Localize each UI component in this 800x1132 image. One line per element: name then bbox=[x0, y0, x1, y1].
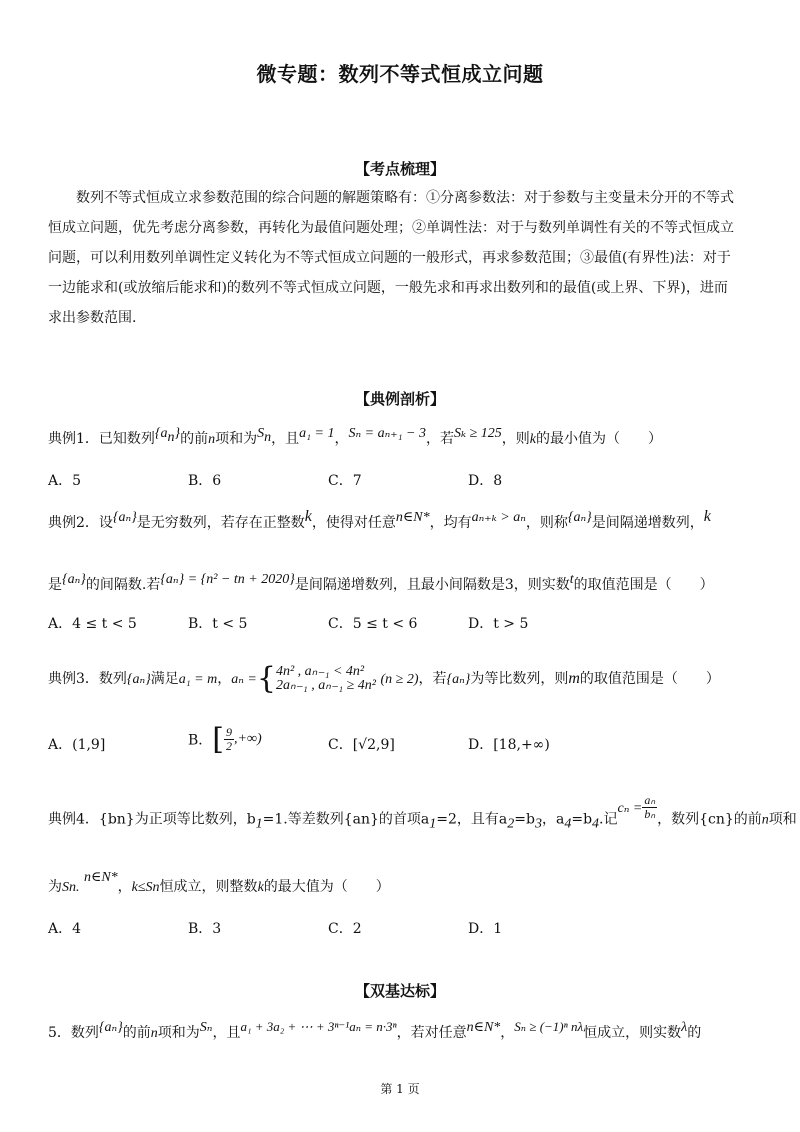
example-2-option-c: C．5 ≤ t < 6 bbox=[328, 616, 418, 632]
key-points-line-4: 一边能求和(或放缩后能求和)的数列不等式恒成立问题，一般先求和再求出数列和的最值(或上界、下界)，进而 bbox=[48, 280, 728, 296]
key-points-line-2: 恒成立问题，优先考虑分离参数，再转化为最值问题处理；②单调性法：对于与数列单调性有关的不等式恒成立 bbox=[48, 220, 734, 236]
example-2-option-a: A．4 ≤ t < 5 bbox=[48, 616, 137, 632]
example-1-option-b: B．6 bbox=[188, 473, 222, 489]
key-points-paragraph bbox=[48, 183, 752, 333]
example-2-option-d: D．t > 5 bbox=[468, 616, 529, 632]
example-1-option-a: A．5 bbox=[48, 473, 82, 489]
question-5: 5．数列{aₙ}的前n项和为Sₙ，且a₁ + 3a₂ + ⋯ + 3ⁿ⁻¹aₙ = n·3ⁿ，若对任意n∈N*，Sₙ ≥ (−1)ⁿ nλ恒成立，则实数λ的 bbox=[48, 1019, 702, 1041]
example-3-option-c: C．[√2,9] bbox=[328, 737, 395, 753]
section-heading-examples: 【典例剖析】 bbox=[354, 390, 445, 408]
example-1-question: 典例1．已知数列$\{a_n\}$的前n项和为$S_n$，且a₁ = 1，Sₙ = aₙ₊₁ − 3，若Sₖ ≥ 125，则k的最小值为（ ） bbox=[48, 426, 662, 447]
piecewise-cases: 4n² , aₙ₋₁ < 4n² 2aₙ₋₁ , aₙ₋₁ ≥ 4n² bbox=[275, 664, 377, 693]
example-4-option-d: D．1 bbox=[468, 921, 503, 937]
example-3-option-d: D．[18,+∞) bbox=[468, 737, 550, 753]
example-4-option-c: C．2 bbox=[328, 921, 362, 937]
key-points-line-3: 问题，可以利用数列单调性定义转化为不等式恒成立问题的一般形式，再求参数范围；③最值(有界性)法：对于 bbox=[48, 250, 731, 266]
example-2-option-b: B．t < 5 bbox=[188, 616, 248, 632]
example-4-option-a: A．4 bbox=[48, 921, 82, 937]
example-4-question-line-2: 为Sn. n∈N*，k≤Sn恒成立，则整数k的最大值为（ ） bbox=[48, 870, 390, 895]
key-points-line-1: 数列不等式恒成立求参数范围的综合问题的解题策略有：①分离参数法：对于参数与主变量未分开的不等式 bbox=[76, 190, 734, 206]
example-2-question-line-2: 是{aₙ}的间隔数.若{aₙ} = {n² − tn + 2020}是间隔递增数列，且最小间隔数是3，则实数t的取值范围是（ ） bbox=[48, 572, 714, 593]
example-1-option-c: C．7 bbox=[328, 473, 362, 489]
example-1-option-d: D．8 bbox=[468, 473, 503, 489]
example-4-question-line-1: 典例4．{bn}为正项等比数列，$b_1=1$.等差数列{an}的首项$a_1=2$，且有$a_2=b_3$，$a_4=b_4$.记cₙ = $\frac{\text{aₙ}}{\text{bₙ}}$ ，数列{cn}的前n项和 bbox=[48, 793, 797, 832]
page-footer: 第 1 页 bbox=[380, 1082, 420, 1096]
example-3-option-b: B．[ $\frac{9}{2}$ ,+∞) bbox=[188, 722, 262, 757]
fraction-nine-halves: $\frac{9}{2}$ bbox=[226, 725, 233, 753]
section-heading-key-points: 【考点梳理】 bbox=[354, 160, 445, 178]
example-3-option-a: A．(1,9] bbox=[48, 737, 106, 753]
page-title: 微专题：数列不等式恒成立问题 bbox=[256, 62, 544, 86]
example-4-option-b: B．3 bbox=[188, 921, 222, 937]
piecewise-brace: { bbox=[256, 661, 276, 696]
example-3-question: 典例3．数列{aₙ}满足a₁ = m，aₙ ={4n² , aₙ₋₁ < 4n² 2aₙ₋₁ , aₙ₋₁ ≥ 4n² (n ≥ 2)，若{aₙ}为等比数列，则m的取值范围是（ ） bbox=[48, 661, 720, 696]
section-heading-basic-practice: 【双基达标】 bbox=[354, 982, 445, 1000]
key-points-line-5: 求出参数范围. bbox=[48, 310, 137, 326]
fraction-cn: $\frac{\text{aₙ}}{\text{bₙ}}$ bbox=[644, 793, 656, 821]
example-2-question-line-1: 典例2．设{aₙ}是无穷数列，若存在正整数k，使得对任意n∈N*，均有aₙ₊ₖ > aₙ，则称{aₙ}是间隔递增数列，k bbox=[48, 508, 711, 531]
